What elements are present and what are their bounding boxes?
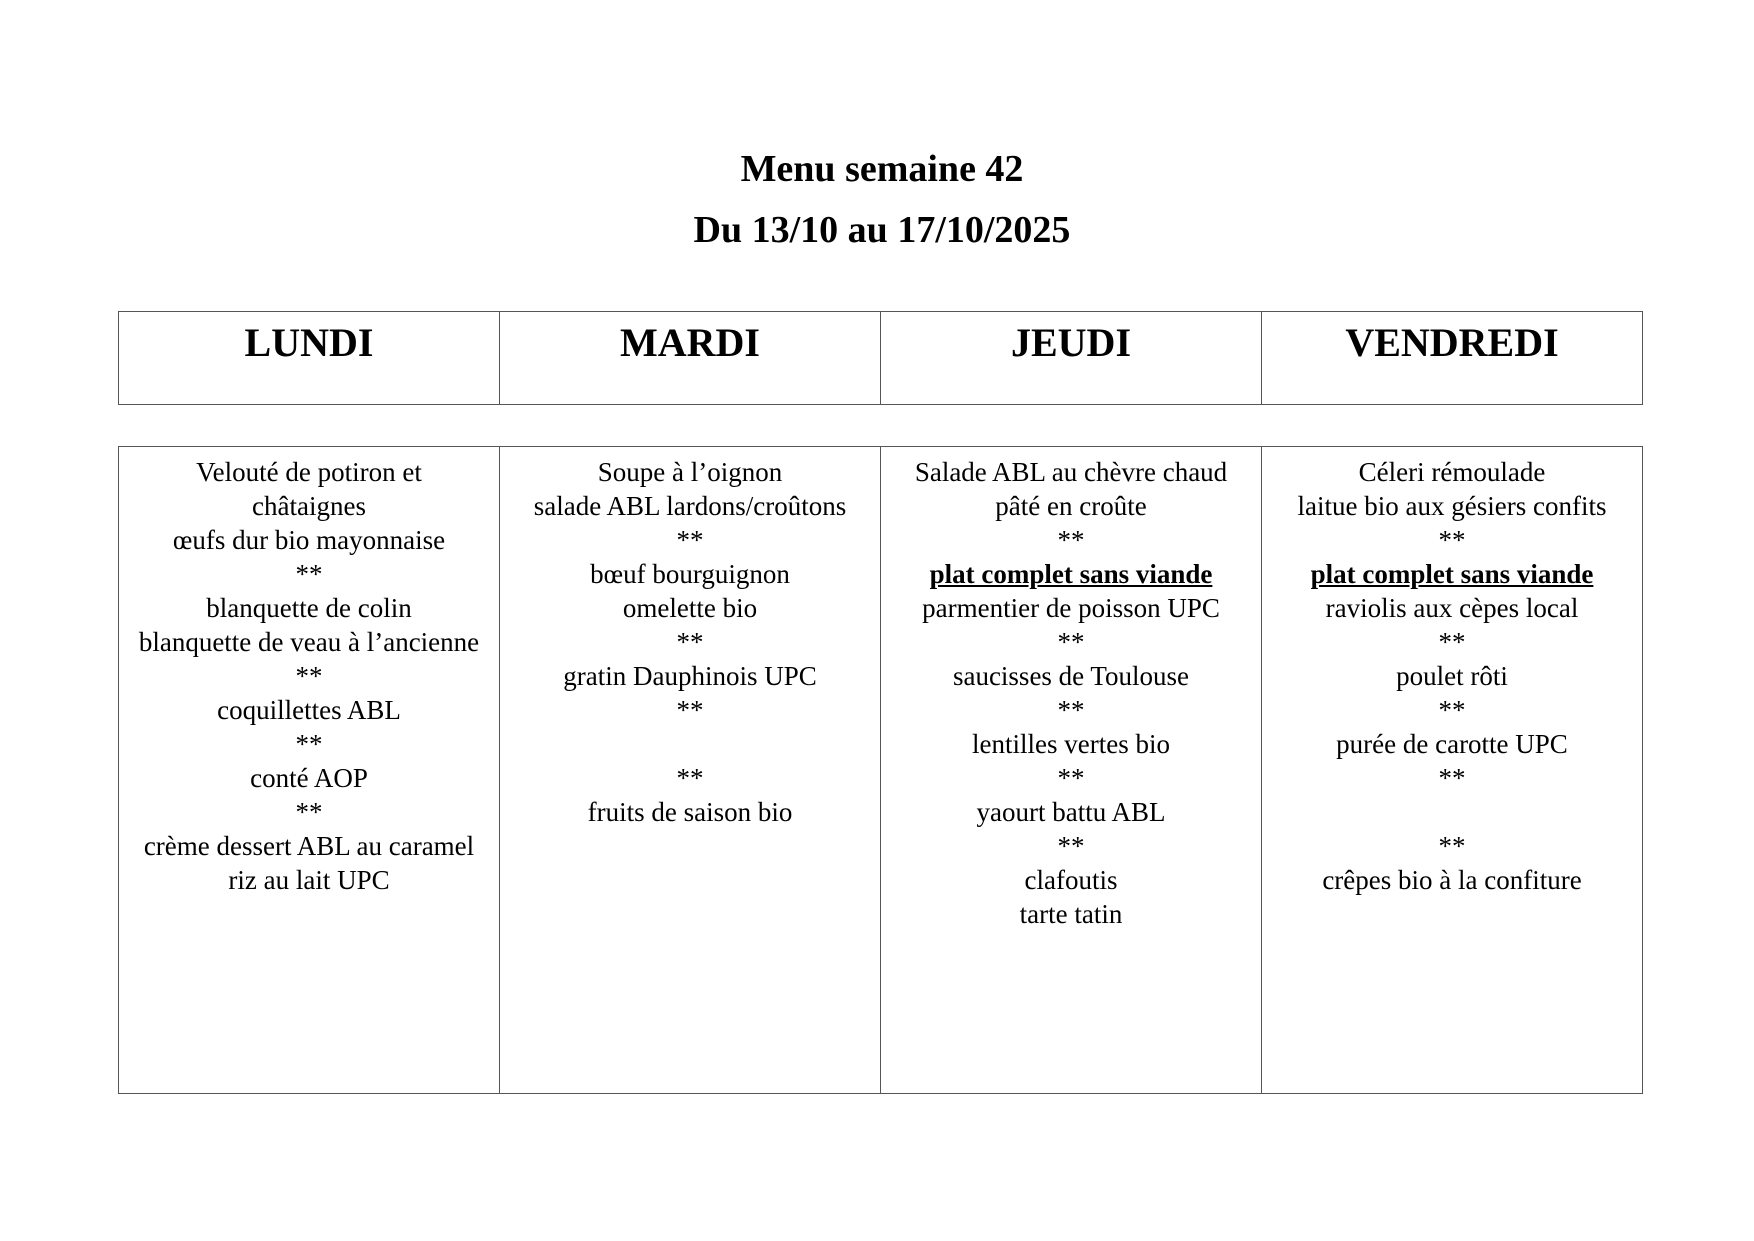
day-header-table (118, 311, 1643, 405)
menu-column-vendredi (1262, 447, 1643, 1094)
menu-item: pâté en croûte (995, 491, 1147, 521)
menu-item: blanquette de colin (206, 593, 412, 623)
day-header-mardi: MARDI (500, 312, 881, 405)
menu-item: bœuf bourguignon (590, 559, 790, 589)
course-separator: ** (1438, 831, 1466, 861)
course-separator: ** (676, 627, 704, 657)
day-header-jeudi: JEUDI (881, 312, 1262, 405)
menu-item: fruits de saison bio (587, 797, 793, 827)
course-separator: ** (1057, 763, 1085, 793)
course-separator: ** (676, 763, 704, 793)
empty-line (500, 727, 880, 761)
date-range: Du 13/10 au 17/10/2025 (693, 209, 1071, 251)
menu-item: raviolis aux cèpes local (1325, 593, 1579, 623)
menu-item: châtaignes (252, 491, 366, 521)
course-separator: ** (295, 729, 323, 759)
menu-item: purée de carotte UPC (1336, 729, 1568, 759)
menu-item: blanquette de veau à l’ancienne (138, 627, 480, 657)
menu-item: lentilles vertes bio (972, 729, 1170, 759)
menu-item: clafoutis (1024, 865, 1118, 895)
day-header-lundi: LUNDI (119, 312, 500, 405)
course-separator: ** (1438, 763, 1466, 793)
course-separator: ** (1438, 525, 1466, 555)
course-separator: ** (1438, 695, 1466, 725)
menu-item: Salade ABL au chèvre chaud (914, 457, 1228, 487)
course-separator: ** (295, 559, 323, 589)
page-title: Menu semaine 42 (740, 148, 1024, 190)
day-header-vendredi: VENDREDI (1262, 312, 1643, 405)
menu-table (118, 446, 1643, 1094)
menu-item: Céleri rémoulade (1358, 457, 1546, 487)
highlight-heading: plat complet sans viande (1310, 559, 1594, 589)
menu-item: riz au lait UPC (228, 865, 390, 895)
menu-item: coquillettes ABL (217, 695, 401, 725)
menu-item: salade ABL lardons/croûtons (533, 491, 847, 521)
course-separator: ** (1057, 695, 1085, 725)
menu-item: poulet rôti (1396, 661, 1508, 691)
menu-item: parmentier de poisson UPC (922, 593, 1220, 623)
menu-column-mardi (500, 447, 881, 1094)
menu-item: laitue bio aux gésiers confits (1297, 491, 1607, 521)
menu-column-lundi (119, 447, 500, 1094)
highlight-heading: plat complet sans viande (929, 559, 1213, 589)
menu-item: yaourt battu ABL (976, 797, 1166, 827)
course-separator: ** (1057, 627, 1085, 657)
menu-item: omelette bio (622, 593, 758, 623)
course-separator: ** (1057, 831, 1085, 861)
menu-column-jeudi (881, 447, 1262, 1094)
course-separator: ** (1057, 525, 1085, 555)
menu-item: tarte tatin (1019, 899, 1123, 929)
course-separator: ** (676, 695, 704, 725)
course-separator: ** (1438, 627, 1466, 657)
menu-item: crème dessert ABL au caramel (143, 831, 475, 861)
menu-item: gratin Dauphinois UPC (563, 661, 817, 691)
course-separator: ** (676, 525, 704, 555)
menu-item: saucisses de Toulouse (952, 661, 1190, 691)
course-separator: ** (295, 797, 323, 827)
empty-line (1262, 795, 1642, 829)
menu-item: Velouté de potiron et (196, 457, 422, 487)
menu-item: Soupe à l’oignon (597, 457, 783, 487)
menu-item: œufs dur bio mayonnaise (172, 525, 446, 555)
menu-item: crêpes bio à la confiture (1322, 865, 1582, 895)
menu-item: conté AOP (250, 763, 368, 793)
course-separator: ** (295, 661, 323, 691)
